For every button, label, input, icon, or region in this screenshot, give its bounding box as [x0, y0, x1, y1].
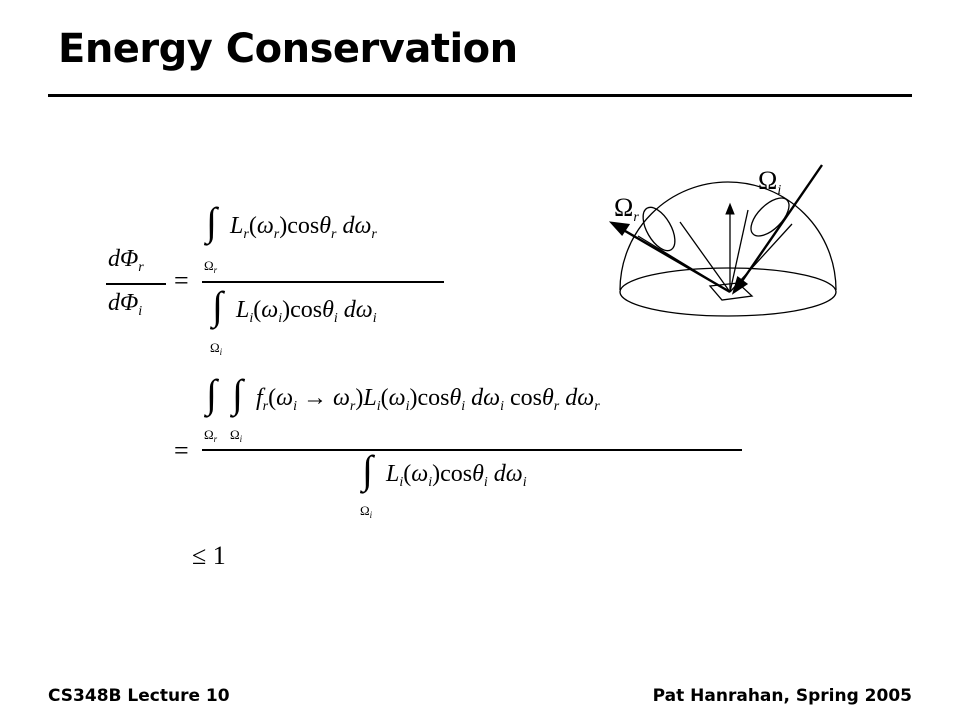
footer-course: CS348B Lecture 10 [48, 686, 230, 706]
denominator-expression-1: $L_i(\omega_i)\cos\theta_i$ $d\omega_i$ [236, 297, 377, 326]
integral-domain: $\Omega_i$ [360, 503, 373, 520]
equals-sign-2: = [174, 436, 189, 465]
integral-sign: ∫ [206, 199, 217, 244]
numerator-expression-1: $L_r(\omega_r)\cos\theta_r$ $d\omega_r$ [230, 213, 377, 242]
equals-sign-1: = [174, 266, 189, 295]
inequality-result: ≤ 1 [192, 541, 226, 570]
incident-solid-angle-label: Ωi [758, 166, 782, 198]
slide-title: Energy Conservation [58, 26, 518, 72]
integral-sign: ∫ [212, 283, 223, 328]
integral-domain: $\Omega_r$ [204, 258, 218, 275]
lhs-numerator: $d\Phi_r$ [108, 246, 144, 275]
integral-domain: $\Omega_r$ [204, 427, 218, 444]
hemisphere-dome [620, 182, 836, 290]
integral-domain: $\Omega_i$ [210, 340, 223, 357]
integral-sign: ∫ [206, 371, 217, 416]
integral-sign: ∫ [232, 371, 243, 416]
integral-domain: $\Omega_i$ [230, 427, 243, 444]
integral-sign: ∫ [362, 447, 373, 492]
reflected-solid-angle-label: Ωr [614, 193, 639, 225]
denominator-expression-2: $L_i(\omega_i)\cos\theta_i$ $d\omega_i$ [386, 461, 527, 490]
footer-author: Pat Hanrahan, Spring 2005 [652, 686, 912, 706]
numerator-expression-2: $f_r(\omega_i \to \omega_r)L_i(\omega_i)\cos\theta_i$ $d\omega_i$ cosθ$_r$ $d\omega_r$ [256, 385, 600, 414]
lhs-denominator: $d\Phi_i$ [108, 290, 143, 319]
